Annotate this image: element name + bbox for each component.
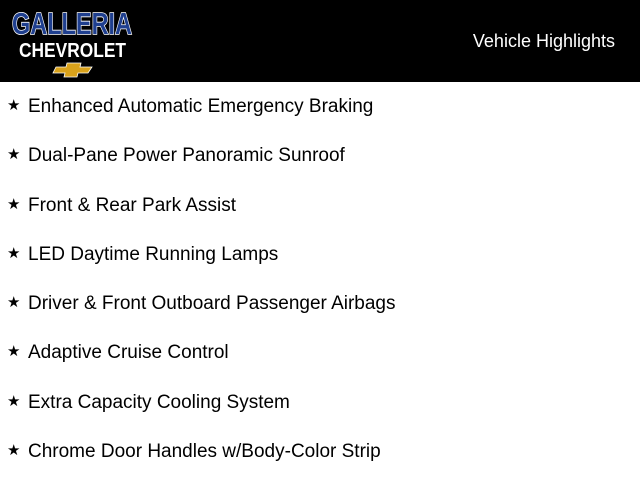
list-item-label: Dual-Pane Power Panoramic Sunroof — [28, 145, 345, 167]
star-icon: ★ — [7, 343, 21, 361]
star-icon: ★ — [7, 97, 21, 114]
list-item — [0, 292, 640, 341]
chevrolet-bowtie-icon — [53, 63, 92, 77]
dealer-logo-graphic — [8, 6, 140, 78]
list-item — [0, 144, 640, 193]
page-title: Vehicle Highlights — [472, 31, 615, 51]
list-item-label: Enhanced Automatic Emergency Braking — [28, 96, 374, 117]
star-icon: ★ — [7, 442, 21, 460]
logo-galleria-text: GALLERIA — [12, 6, 132, 41]
list-item-label: Adaptive Cruise Control — [28, 342, 229, 364]
list-item — [0, 440, 640, 489]
header-bar — [0, 0, 640, 82]
list-item-label: Front & Rear Park Assist — [28, 194, 237, 216]
list-item-label: Driver & Front Outboard Passenger Airbags — [28, 293, 396, 315]
star-icon: ★ — [7, 146, 21, 164]
list-item — [0, 391, 640, 440]
list-item — [0, 243, 640, 292]
list-item — [0, 341, 640, 390]
star-icon: ★ — [7, 294, 21, 312]
list-item — [0, 95, 640, 144]
dealer-logo — [8, 6, 140, 78]
logo-chevrolet-text: CHEVROLET — [19, 40, 126, 62]
vehicle-highlights-list — [0, 95, 640, 489]
star-icon: ★ — [7, 195, 21, 213]
list-item-label: Extra Capacity Cooling System — [28, 391, 290, 413]
list-item-label: Chrome Door Handles w/Body-Color Strip — [28, 441, 381, 463]
list-item-label: LED Daytime Running Lamps — [28, 243, 279, 265]
list-item — [0, 194, 640, 243]
star-icon: ★ — [7, 392, 21, 410]
star-icon: ★ — [7, 244, 21, 262]
